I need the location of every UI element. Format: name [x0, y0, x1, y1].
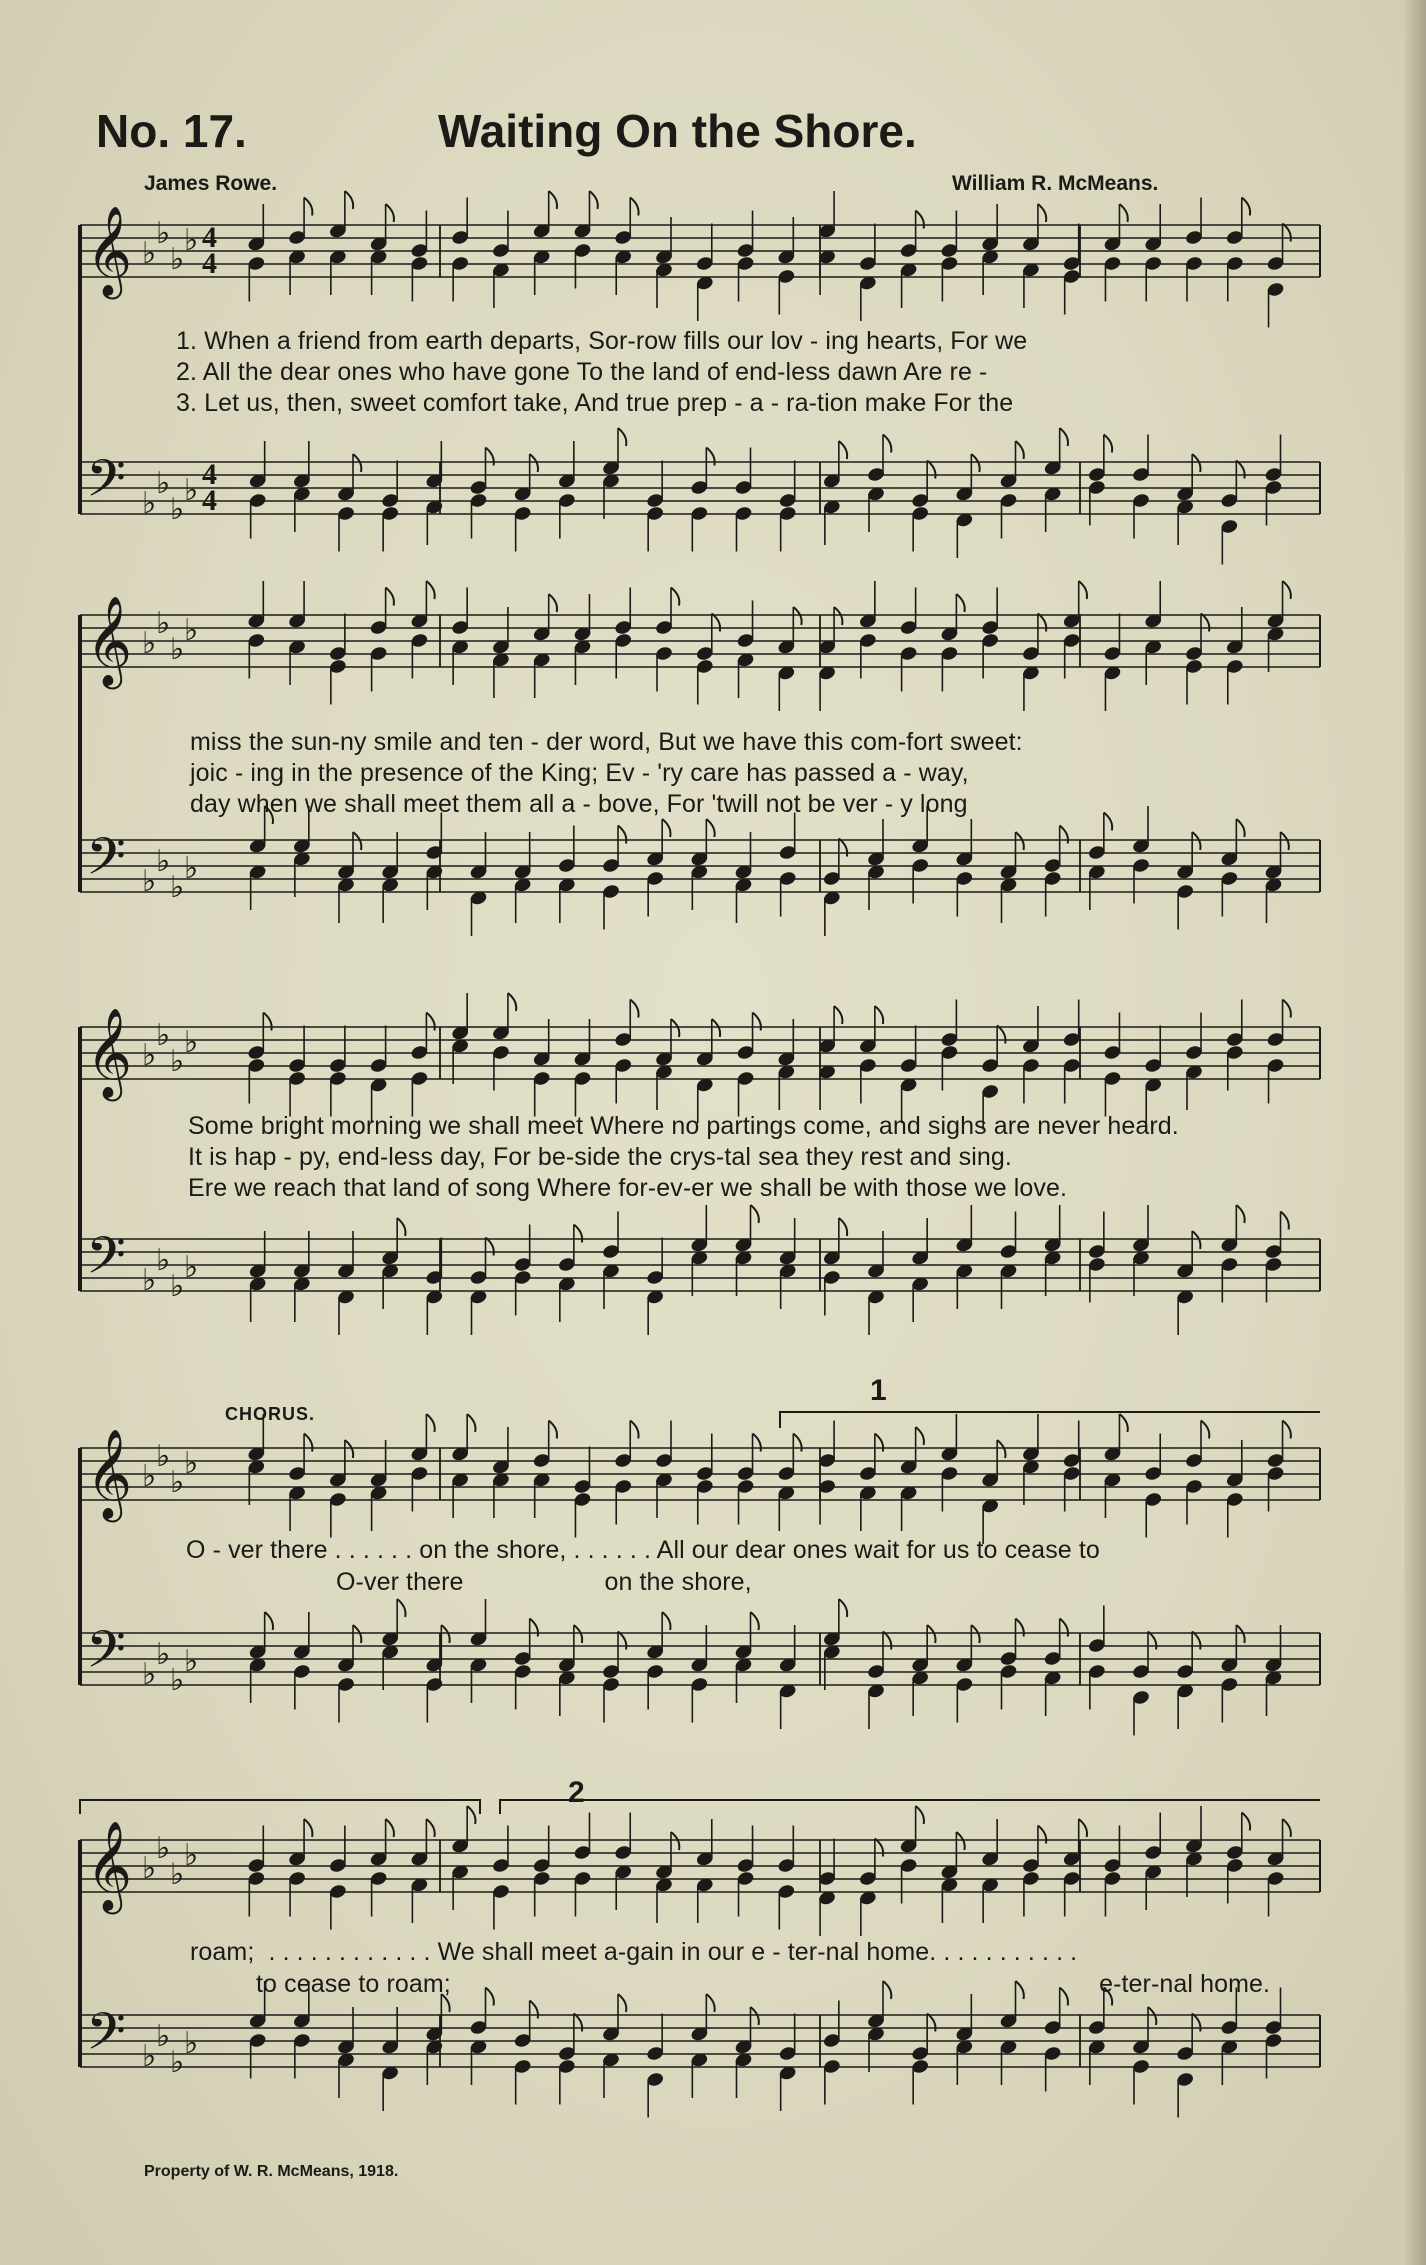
note-flag [1192, 2014, 1200, 2032]
note-flag [1016, 1619, 1024, 1637]
bass-notes [248, 1599, 1283, 1736]
bass-clef-icon: 𝄢 [86, 2001, 126, 2074]
note-flag [530, 454, 538, 472]
flat-icon: ♭ [142, 236, 157, 271]
flat-icon: ♭ [184, 223, 199, 258]
second-ending-number: 2 [568, 1776, 585, 1809]
note-flag [1236, 819, 1244, 837]
note-flag [671, 1019, 679, 1037]
flat-icon: ♭ [156, 2019, 171, 2054]
treble-notes [247, 1414, 1291, 1544]
flat-icon: ♭ [170, 632, 185, 667]
note-flag [353, 454, 361, 472]
flat-icon: ♭ [184, 1025, 199, 1060]
music-system-4-chorus [80, 1374, 1320, 1738]
treble-notes [247, 1806, 1291, 1936]
note-flag [1148, 2007, 1156, 2025]
note-flag [426, 1819, 434, 1837]
note-flag [793, 1434, 801, 1452]
flat-icon: ♭ [142, 1459, 157, 1494]
note-flag [353, 1625, 361, 1643]
note-flag [1283, 581, 1291, 599]
note-flag [751, 1612, 759, 1630]
note-flag [574, 2014, 582, 2032]
note-flag [875, 1006, 883, 1024]
bass-clef-icon: 𝄢 [86, 448, 126, 521]
lyric-line-2: 2. All the dear ones who have gone To the land of end-less dawn Are re - [176, 358, 988, 386]
note-flag [793, 607, 801, 625]
flat-icon: ♭ [142, 626, 157, 661]
time-signature: 4 [202, 458, 217, 491]
treble-notes [247, 191, 1291, 328]
note-flag [753, 1434, 761, 1452]
note-flag [1079, 581, 1087, 599]
treble-staff [80, 615, 1320, 667]
bass-notes [248, 1205, 1289, 1335]
note-flag [1038, 1826, 1046, 1844]
music-system-5 [80, 1776, 1320, 2140]
note-flag [441, 1625, 449, 1643]
note-flag [883, 435, 891, 453]
note-flag [345, 1440, 353, 1458]
time-signature: 4 [202, 247, 217, 280]
note-flag [751, 2007, 759, 2025]
note-flag [1060, 1619, 1068, 1637]
first-ending-bracket [80, 1800, 480, 1814]
flat-icon: ♭ [184, 473, 199, 508]
note-flag [956, 1832, 964, 1850]
note-flag [712, 1019, 720, 1037]
flat-icon: ♭ [184, 613, 199, 648]
flat-icon: ♭ [184, 1446, 199, 1481]
music-system-1 [80, 205, 1320, 555]
note-flag [671, 588, 679, 606]
flat-icon: ♭ [170, 1663, 185, 1698]
note-flag [530, 1619, 538, 1637]
note-flag [1119, 1414, 1127, 1432]
note-flag [839, 1599, 847, 1617]
note-flag [753, 1013, 761, 1031]
copyright-notice: Property of W. R. McMeans, 1918. [144, 2163, 399, 2180]
note-flag [834, 607, 842, 625]
treble-clef-icon: 𝄞 [86, 206, 133, 296]
note-flag [1283, 1000, 1291, 1018]
note-flag [549, 191, 557, 209]
note-flag [630, 198, 638, 216]
note-flag [1283, 224, 1291, 242]
flat-icon: ♭ [156, 1831, 171, 1866]
note-flag [1192, 454, 1200, 472]
note-flag [997, 1440, 1005, 1458]
flat-icon: ♭ [156, 1018, 171, 1053]
note-flag [1119, 204, 1127, 222]
note-flag [971, 454, 979, 472]
note-flag [630, 1000, 638, 1018]
flat-icon: ♭ [170, 1269, 185, 1304]
note-flag [549, 1421, 557, 1439]
bass-clef-icon: 𝄢 [86, 1619, 126, 1692]
treble-notes [247, 581, 1291, 711]
note-flag [589, 191, 597, 209]
note-flag [1242, 198, 1250, 216]
hymn-title: Waiting On the Shore. [438, 105, 917, 157]
note-flag [353, 832, 361, 850]
flat-icon: ♭ [142, 1263, 157, 1298]
note-flag [834, 1006, 842, 1024]
chorus-label: CHORUS. [225, 1404, 316, 1424]
lyric-line-3: 3. Let us, then, sweet comfort take, And true prep - a - ra-tion make For the [176, 389, 1014, 417]
note-flag [1242, 1813, 1250, 1831]
note-flag [304, 198, 312, 216]
note-flag [927, 1625, 935, 1643]
note-flag [549, 594, 557, 612]
note-flag [1192, 832, 1200, 850]
treble-clef-icon: 𝄞 [86, 596, 133, 686]
flat-icon: ♭ [156, 466, 171, 501]
lyric-line-2: to cease to roam; e-ter-nal home. [256, 1970, 1271, 1998]
note-flag [839, 441, 847, 459]
bass-clef-icon: 𝄢 [86, 826, 126, 899]
lyric-line-1: roam; . . . . . . . . . . . . We shall meet a-gain in our e - ter-nal home. . . . . . . . . . . [190, 1938, 1078, 1966]
flat-icon: ♭ [170, 242, 185, 277]
music-system-3 [80, 1007, 1320, 1337]
note-flag [1192, 1632, 1200, 1650]
second-ending-bracket [500, 1800, 1320, 1814]
note-flag [916, 1427, 924, 1445]
note-flag [426, 581, 434, 599]
bass-notes [248, 1981, 1283, 2118]
note-flag [467, 1806, 475, 1824]
note-flag [956, 594, 964, 612]
note-flag [1079, 1819, 1087, 1837]
note-flag [397, 1599, 405, 1617]
note-flag [875, 1839, 883, 1857]
note-flag [1283, 1819, 1291, 1837]
first-ending-number: 1 [870, 1374, 887, 1407]
note-flag [386, 204, 394, 222]
flat-icon: ♭ [184, 1250, 199, 1285]
note-flag [1281, 1212, 1289, 1230]
bass-clef-icon: 𝄢 [86, 1225, 126, 1298]
note-flag [304, 1819, 312, 1837]
lyric-line-1: 1. When a friend from earth departs, Sor-row fills our lov - ing hearts, For we [176, 327, 1028, 355]
lyric-line-1: Some bright morning we shall meet Where no partings come, and sighs are never heard. [188, 1112, 1179, 1140]
treble-staff [80, 225, 1320, 277]
note-flag [426, 1414, 434, 1432]
flat-icon: ♭ [142, 1851, 157, 1886]
flat-icon: ♭ [170, 492, 185, 527]
treble-notes [247, 993, 1291, 1130]
note-flag [1016, 441, 1024, 459]
note-flag [508, 993, 516, 1011]
note-flag [467, 1414, 475, 1432]
treble-clef-icon: 𝄞 [86, 1008, 133, 1098]
lyric-line-2: O-ver there on the shore, [336, 1568, 752, 1596]
music-system-2 [80, 595, 1320, 945]
flat-icon: ♭ [156, 606, 171, 641]
bass-notes [248, 806, 1289, 936]
note-flag [927, 2014, 935, 2032]
flat-icon: ♭ [156, 1243, 171, 1278]
flat-icon: ♭ [170, 1465, 185, 1500]
note-flag [574, 1225, 582, 1243]
note-flag [618, 428, 626, 446]
treble-staff [80, 1027, 1320, 1079]
lyric-line-1: miss the sun-ny smile and ten - der word, But we have this com-fort sweet: [190, 728, 1023, 756]
note-flag [630, 1421, 638, 1439]
note-flag [386, 588, 394, 606]
note-flag [1281, 832, 1289, 850]
note-flag [345, 191, 353, 209]
note-flag [486, 1238, 494, 1256]
lyric-line-3: Ere we reach that land of song Where for-ev-er we shall be with those we love. [188, 1174, 1068, 1202]
note-flag [875, 1434, 883, 1452]
note-flag [839, 1218, 847, 1236]
note-flag [1192, 1231, 1200, 1249]
flat-icon: ♭ [170, 870, 185, 905]
staff-notation [80, 1007, 1320, 1337]
note-flag [397, 1218, 405, 1236]
note-flag [618, 1632, 626, 1650]
lyricist-credit: James Rowe. [144, 172, 278, 195]
treble-clef-icon: 𝄞 [86, 1429, 133, 1519]
flat-icon: ♭ [184, 1644, 199, 1679]
note-flag [662, 1612, 670, 1630]
note-flag [265, 1612, 273, 1630]
time-signature: 4 [202, 484, 217, 517]
note-flag [1060, 428, 1068, 446]
flat-icon: ♭ [142, 1038, 157, 1073]
time-signature: 4 [202, 221, 217, 254]
flat-icon: ♭ [142, 2039, 157, 2074]
note-flag [574, 1625, 582, 1643]
note-flag [1104, 435, 1112, 453]
note-flag [706, 819, 714, 837]
hymn-number: No. 17. [96, 105, 247, 157]
flat-icon: ♭ [142, 1657, 157, 1692]
note-flag [662, 819, 670, 837]
lyric-line-1: O - ver there . . . . . . on the shore, . . . . . . All our dear ones wait for us to cease to [186, 1536, 1100, 1564]
note-flag [1038, 204, 1046, 222]
flat-icon: ♭ [184, 851, 199, 886]
flat-icon: ♭ [156, 844, 171, 879]
note-flag [386, 1819, 394, 1837]
note-flag [1016, 832, 1024, 850]
note-flag [263, 1013, 271, 1031]
note-flag [916, 211, 924, 229]
flat-icon: ♭ [170, 1857, 185, 1892]
note-flag [1283, 1421, 1291, 1439]
lyric-line-2: joic - ing in the presence of the King; Ev - 'ry care has passed a - way, [190, 759, 969, 787]
note-flag [426, 1013, 434, 1031]
flat-icon: ♭ [156, 216, 171, 251]
note-flag [1236, 1625, 1244, 1643]
flat-icon: ♭ [142, 864, 157, 899]
page-edge [1404, 0, 1426, 2265]
first-ending-bracket [780, 1412, 1320, 1428]
note-flag [997, 1026, 1005, 1044]
flat-icon: ♭ [184, 2026, 199, 2061]
note-flag [883, 1632, 891, 1650]
flat-icon: ♭ [156, 1439, 171, 1474]
note-flag [916, 1806, 924, 1824]
lyric-line-2: It is hap - py, end-less day, For be-side the crys-tal sea they rest and sing. [188, 1143, 1012, 1171]
flat-icon: ♭ [142, 486, 157, 521]
flat-icon: ♭ [170, 1044, 185, 1079]
note-flag [671, 1832, 679, 1850]
note-flag [751, 1205, 759, 1223]
note-flag [971, 1625, 979, 1643]
flat-icon: ♭ [156, 1637, 171, 1672]
composer-credit: William R. McMeans. [952, 172, 1159, 195]
note-flag [304, 1434, 312, 1452]
note-flag [1201, 1421, 1209, 1439]
treble-clef-icon: 𝄞 [86, 1821, 133, 1911]
bass-notes [248, 428, 1283, 565]
note-flag [530, 2001, 538, 2019]
flat-icon: ♭ [170, 2045, 185, 2080]
note-flag [1104, 813, 1112, 831]
note-flag [1236, 1205, 1244, 1223]
note-flag [1148, 1632, 1156, 1650]
lyric-line-3: day when we shall meet them all a - bove, For 'twill not be ver - y long [190, 790, 968, 818]
flat-icon: ♭ [184, 1838, 199, 1873]
